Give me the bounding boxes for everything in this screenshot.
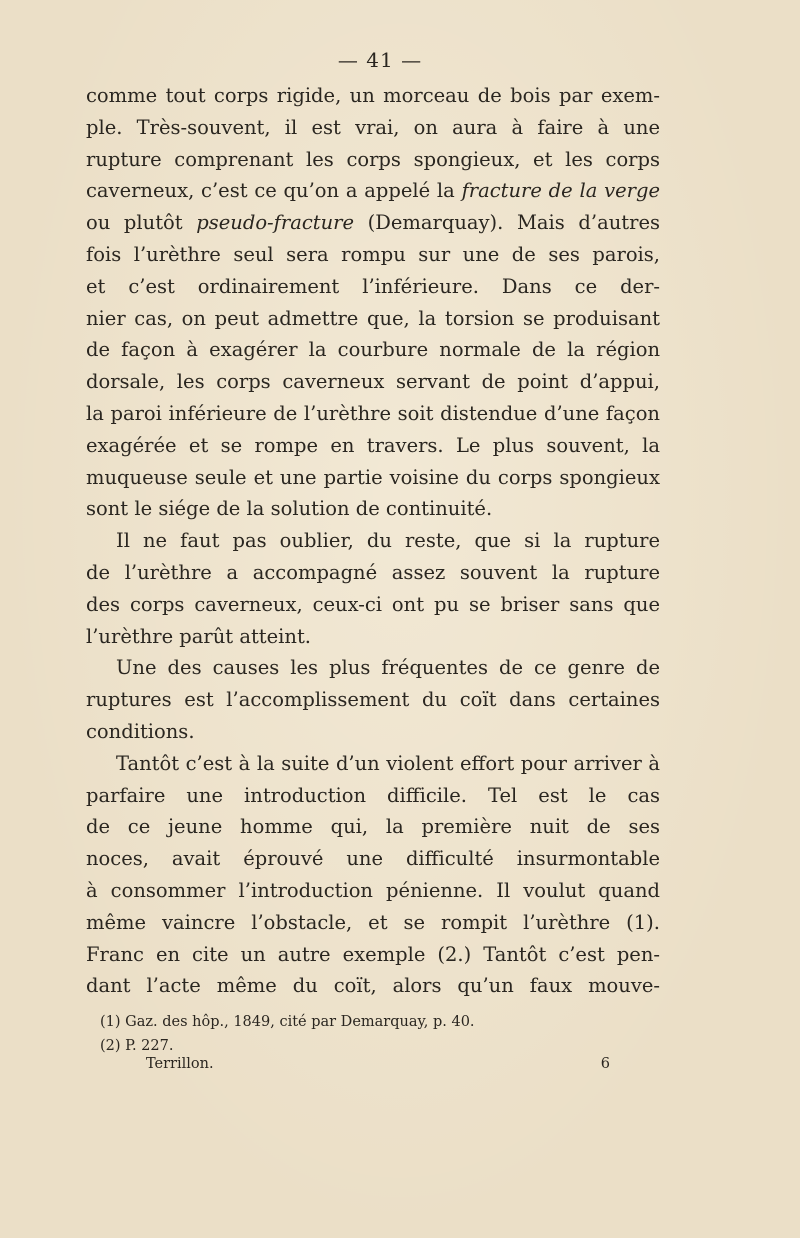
italic-term: pseudo-fracture <box>196 211 354 235</box>
text-line: Une des causes les plus fréquentes de ce genre de <box>116 656 660 680</box>
text-line: des corps caverneux, ceux-ci ont pu se briser sans que <box>86 592 660 616</box>
text-line: dant l’acte même du coït, alors qu’un faux mouve- <box>86 974 660 998</box>
signature-sheet-number: 6 <box>600 1056 610 1072</box>
text-line: sont le siége de la solution de continuité. <box>86 497 493 521</box>
text-line: ple. Très-souvent, il est vrai, on aura à faire à une <box>86 115 660 139</box>
text-run: caverneux, c’est ce qu’on a appelé la <box>86 179 462 203</box>
body-text <box>86 80 660 1002</box>
text-line <box>86 175 660 207</box>
text-run: (Demarquay). Mais d’autres <box>354 211 660 235</box>
text-line: même vaincre l’obstacle, et se rompit l’urèthre (1). <box>86 910 660 934</box>
text-line: rupture comprenant les corps spongieux, et les corps <box>86 147 660 171</box>
text-line: conditions. <box>86 719 195 743</box>
text-line: fois l’urèthre seul sera rompu sur une de ses parois, <box>86 242 660 266</box>
text-line: la paroi inférieure de l’urèthre soit distendue d’une façon <box>86 401 660 425</box>
text-line: de façon à exagérer la courbure normale de la région <box>86 338 660 362</box>
text-line: exagérée et se rompe en travers. Le plus souvent, la <box>86 433 660 457</box>
text-line: muqueuse seule et une partie voisine du corps spongieux <box>86 465 660 489</box>
text-line: et c’est ordinairement l’inférieure. Dans ce der- <box>86 274 660 298</box>
text-line <box>86 207 660 239</box>
footnotes <box>100 1010 620 1058</box>
signature-author: Terrillon. <box>146 1056 214 1072</box>
text-line: de ce jeune homme qui, la première nuit de ses <box>86 815 660 839</box>
footnote: (2) P. 227. <box>100 1038 174 1054</box>
text-line: l’urèthre parût atteint. <box>86 624 312 648</box>
text-line: noces, avait éprouvé une difficulté insurmontable <box>86 847 660 871</box>
page-number: — 41 — <box>337 48 423 72</box>
text-line: Tantôt c’est à la suite d’un violent effort pour arriver à <box>116 751 660 775</box>
italic-term: fracture de la verge <box>461 179 660 203</box>
text-line: comme tout corps rigide, un morceau de bois par exem- <box>86 84 660 107</box>
text-line: parfaire une introduction difficile. Tel est le cas <box>86 783 660 807</box>
text-line: Il ne faut pas oublier, du reste, que si la rupture <box>116 529 660 553</box>
footnote: (1) Gaz. des hôp., 1849, cité par Demarquay, p. 40. <box>100 1014 475 1030</box>
text-line: Franc en cite un autre exemple (2.) Tantôt c’est pen- <box>86 942 660 966</box>
text-run: ou plutôt <box>86 211 197 235</box>
printer-signature <box>146 1056 610 1072</box>
text-line: nier cas, on peut admettre que, la torsion se produisant <box>86 306 660 330</box>
text-line: ruptures est l’accomplissement du coït dans certaines <box>86 688 660 712</box>
text-line: de l’urèthre a accompagné assez souvent la rupture <box>86 560 660 584</box>
text-line: dorsale, les corps caverneux servant de point d’appui, <box>86 370 660 394</box>
text-line: à consommer l’introduction pénienne. Il voulut quand <box>86 878 660 902</box>
